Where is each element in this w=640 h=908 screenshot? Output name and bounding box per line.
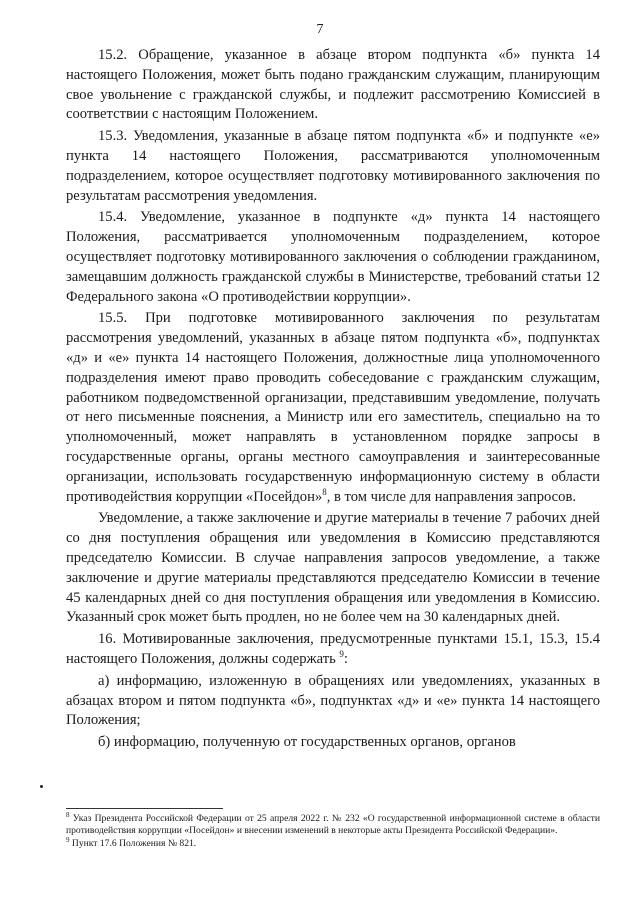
footnote-marker-9: 9: [66, 835, 70, 844]
paragraph-16-text: 16. Мотивированные заключения, предусмотренные пунктами 15.1, 15.3, 15.4 настоящего Положения, должны содержать: [66, 631, 600, 667]
paragraph-15-5-text: 15.5. При подготовке мотивированного заключения по результатам рассмотрения уведомлений, указанных в абзаце пятом подпункта «б», подпунктах «д» и «е» пункта 14 настоящего Положения, должностные лица уполномоченного подразделения имеют право проводить собеседование с гражданским служащим, работником подведомственной организации, представившим уведомление, получать от него письменные пояснения, а Министр или его заместитель, специально на то уполномоченный, может направлять в установленном порядке запросы в государственные органы, органы местного самоуправления и заинтересованные организации, использовать государственную информационную систему в области противодействия коррупции «Посейдон»: [66, 310, 600, 505]
footnote-ref-8: 8: [322, 486, 327, 497]
paragraph-15-5: [66, 309, 600, 507]
footnote-ref-9: 9: [339, 648, 344, 659]
paragraph-notification-deadlines: Уведомление, а также заключение и другие материалы в течение 7 рабочих дней со дня поступления обращения или уведомления в Комиссию представляются председателю Комиссии. В случае направления запросов уведомление, а также заключение и другие материалы представляются председателю Комиссии в течение 45 календарных дней со дня поступления обращения или уведомления в Комиссию. Указанный срок может быть продлен, но не более чем на 30 календарных дней.: [66, 510, 600, 626]
list-item-b: б) информацию, полученную от государственных органов, органов: [98, 734, 516, 751]
paragraph-15-5-tail: , в том числе для направления запросов.: [326, 488, 576, 505]
list-item-a: а) информацию, изложенную в обращениях или уведомлениях, указанных в абзацах втором и пятом подпункта «б», подпунктах «д» и «е» пункта 14 настоящего Положения;: [66, 672, 600, 729]
footnotes: [66, 813, 600, 850]
paragraph-15-2: 15.2. Обращение, указанное в абзаце втором подпункта «б» пункта 14 настоящего Положения, может быть подано гражданским служащим, планирующим свое увольнение с гражданской службы, и подлежит рассмотрению Комиссией в соответствии с настоящим Положением.: [66, 47, 600, 123]
paragraph-16: [66, 630, 600, 670]
footnote-9-text: Пункт 17.6 Положения № 821.: [69, 837, 197, 849]
margin-mark: [40, 785, 43, 788]
footnote-marker-8: 8: [66, 811, 70, 819]
paragraph-16-colon: :: [343, 650, 348, 667]
footnote-8: [66, 813, 600, 838]
footnote-divider: [66, 808, 223, 809]
document-body: [66, 46, 600, 753]
footnote-9: [66, 835, 600, 850]
paragraph-15-3: 15.3. Уведомления, указанные в абзаце пятом подпункта «б» и подпункте «е» пункта 14 настоящего Положения, рассматриваются уполномоченным подразделением, которое осуществляет подготовку мотивированного заключения по результатам рассмотрения уведомления.: [66, 128, 600, 204]
footnote-8-text: Указ Президента Российской Федерации от 25 апреля 2022 г. № 232 «О государственной информационной системе в области противодействия коррупции «Посейдон» и внесении изменений в некоторые акты Президента Российской Федерации».: [66, 813, 600, 837]
paragraph-15-4: 15.4. Уведомление, указанное в подпункте «д» пункта 14 настоящего Положения, рассматривается уполномоченным подразделением, которое осуществляет подготовку мотивированного заключения о соблюдении гражданином, замещавшим должность гражданской службы в Министерстве, требований статьи 12 Федерального закона «О противодействии коррупции».: [66, 209, 600, 305]
page-number: 7: [316, 22, 324, 37]
